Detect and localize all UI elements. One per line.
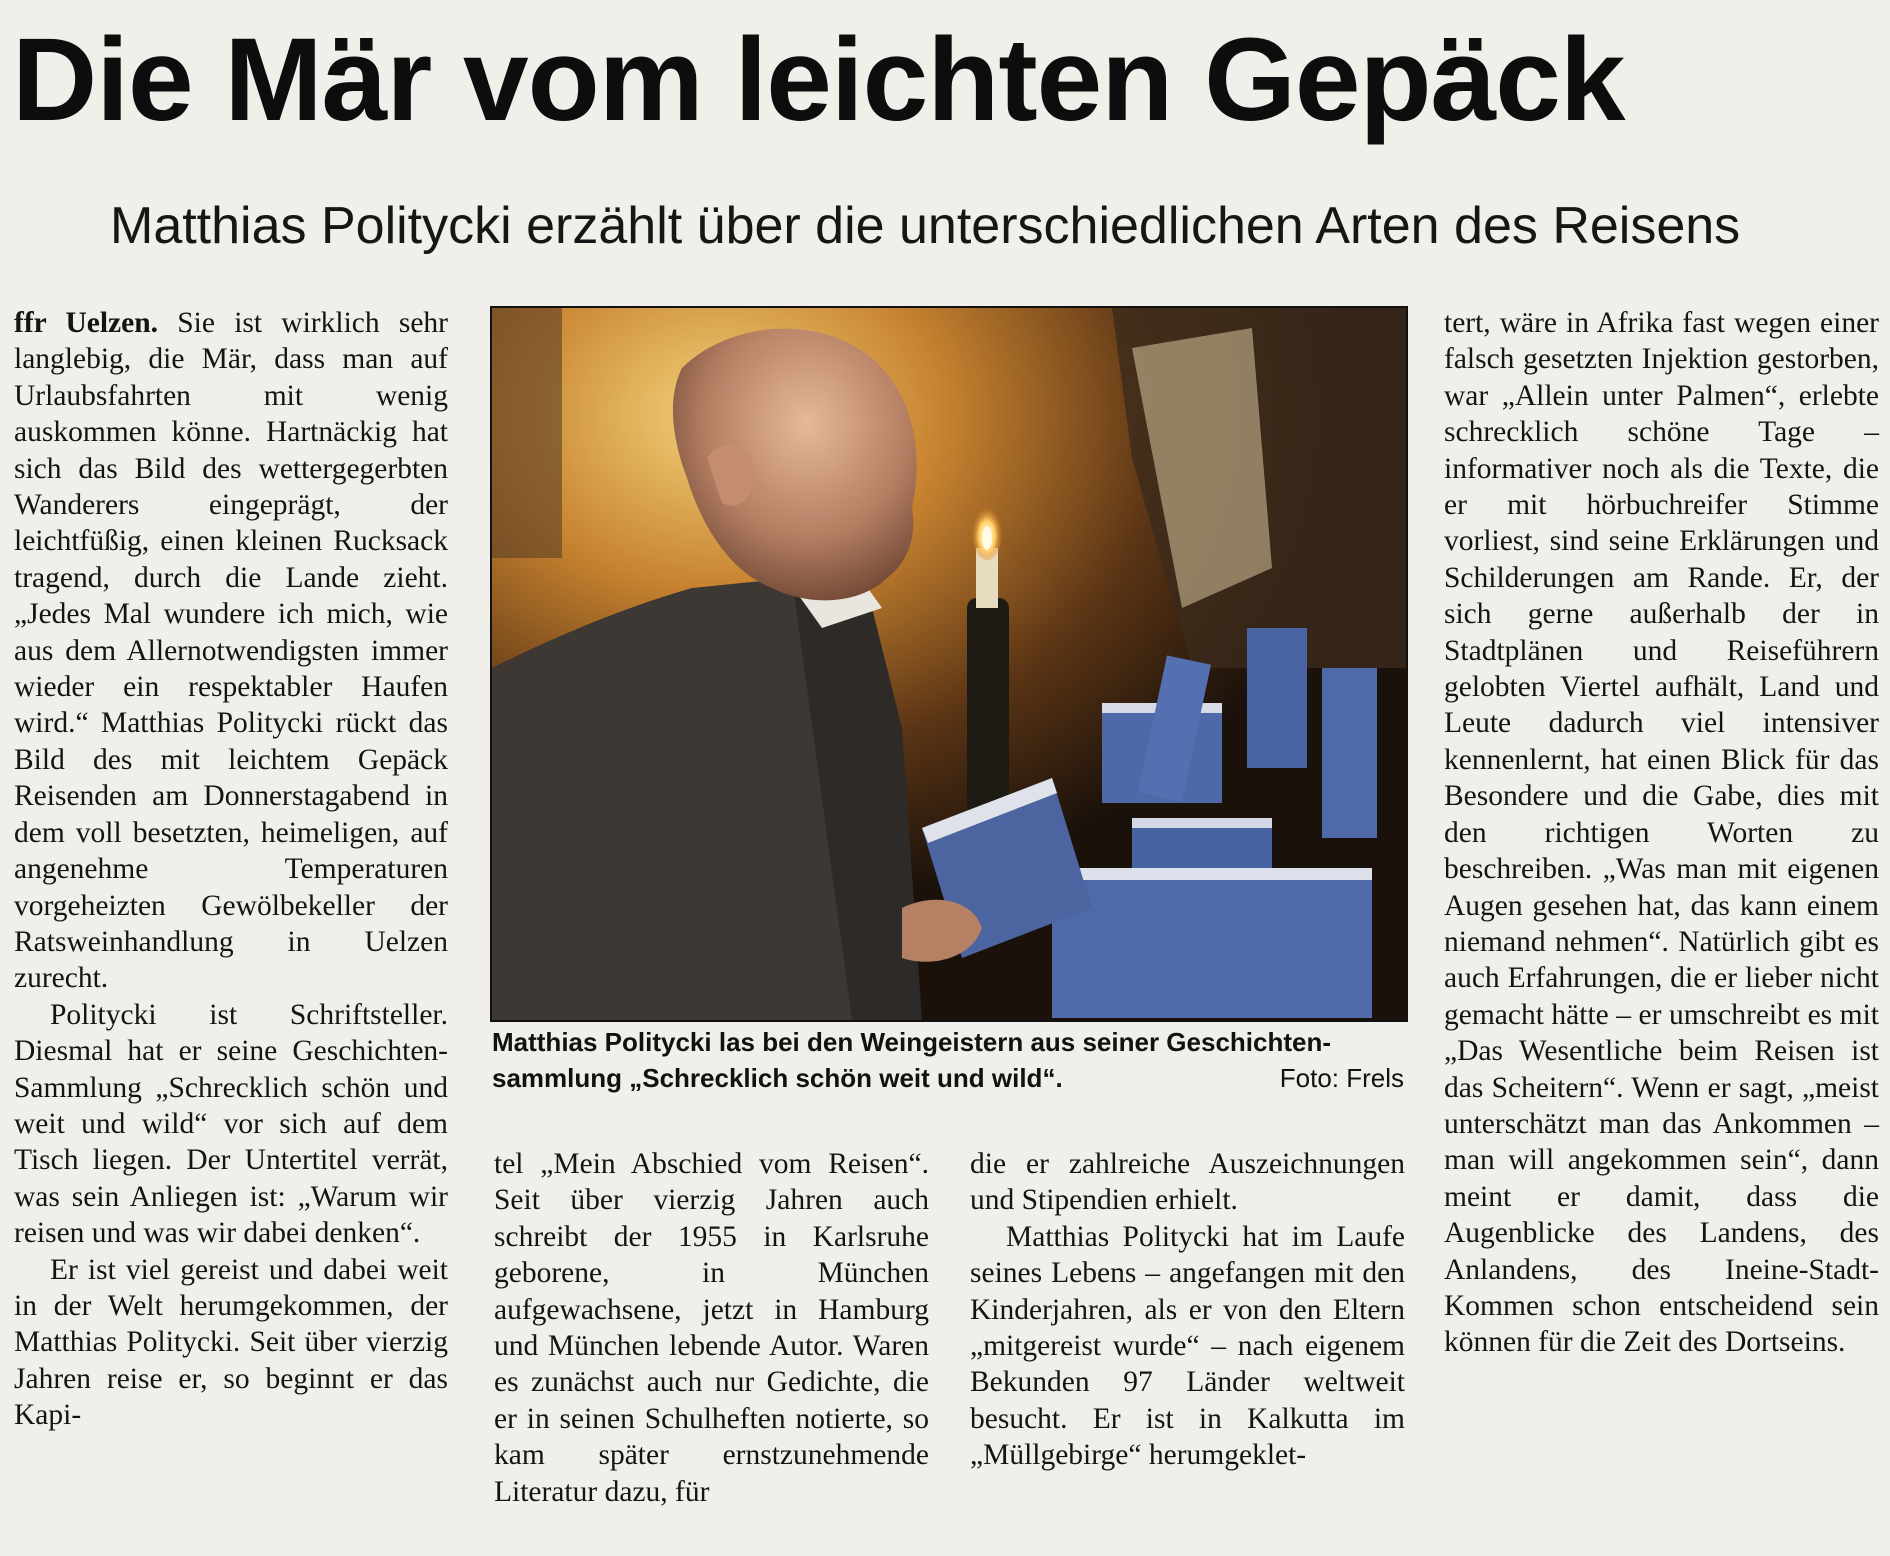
location-kicker: ffr Uelzen.	[14, 307, 159, 339]
column-4	[1444, 305, 1879, 1361]
paragraph-1	[14, 305, 448, 997]
column-2	[494, 1146, 929, 1510]
photo-illustration	[492, 308, 1406, 1020]
paragraph-4: tel „Mein Abschied vom Reisen“. Seit über vierzig Jahren auch schreibt der 1955 in Karlsruhe geborene, in München aufgewachsene, jetzt in Hamburg und München lebende Autor. Waren es zunächst auch nur Gedichte, die er in seinen Schulheften notierte, so kam später ernstzunehmende Literatur dazu, für	[494, 1148, 929, 1508]
paragraph-1-text: Sie ist wirklich sehr langlebig, die Mär, dass man auf Urlaubsfahrten mit wenig auskommen könne. Hartnäckig hat sich das Bild des wettergegerbten Wanderers eingeprägt, der leichtfüßig, einen kleinen Rucksack tragend, durch die Lande zieht. „Jedes Mal wundere ich mich, wie aus dem Allernotwendigsten immer wieder ein respektabler Haufen wird.“ Matthias Politycki rückt das Bild des mit leichtem Gepäck Reisenden am Donnerstagabend in dem voll besetzten, heimeligen, auf angenehme Temperaturen vorgeheizten Gewölbekeller der Ratsweinhandlung in Uelzen zurecht.	[14, 307, 449, 995]
column-1	[14, 305, 448, 1434]
caption-line-2: sammlung „Schrecklich schön weit und wild“.	[492, 1063, 1063, 1093]
paragraph-3: Er ist viel gereist und dabei weit in der Welt herumgekommen, der Matthias Politycki. Seit über vierzig Jahren reise er, so beginnt er das Kapi-	[14, 1253, 448, 1432]
photo-caption	[492, 1024, 1404, 1096]
paragraph-5: die er zahlreiche Auszeichnungen und Stipendien erhielt.	[970, 1148, 1405, 1217]
paragraph-6: Matthias Politycki hat im Laufe seines Lebens – angefangen mit den Kinderjahren, als er von den Eltern „mitgereist wurde“ – nach eigenem Bekunden 97 Länder weltweit besucht. Er ist in Kalkutta im „Müllgebirge“ herumgeklet-	[970, 1220, 1405, 1472]
paragraph-2: Politycki ist Schriftsteller. Diesmal hat er seine Geschichten-Sammlung „Schrecklich schön und weit und wild“ vor sich auf dem Tisch liegen. Der Untertitel verrät, was sein Anliegen ist: „Warum wir reisen und was wir dabei denken“.	[14, 998, 448, 1250]
caption-line-1: Matthias Politycki las bei den Weingeistern aus seiner Geschichten-	[492, 1027, 1332, 1057]
subheadline: Matthias Politycki erzählt über die unterschiedlichen Arten des Reisens	[110, 197, 1741, 255]
article-photo	[490, 306, 1408, 1022]
column-3	[970, 1146, 1405, 1474]
paragraph-7: tert, wäre in Afrika fast wegen einer falsch gesetzten Injektion gestorben, war „Allein unter Palmen“, erlebte schrecklich schöne Tage – informativer noch als die Texte, die er mit hörbuchreifer Stimme vorliest, sind seine Erklärungen und Schilderungen am Rande. Er, der sich gerne außerhalb der in Stadtplänen und Reiseführern gelobten Viertel aufhält, Land und Leute dadurch viel intensiver kennenlernt, hat einen Blick für das Besondere und die Gabe, dies mit den richtigen Worten zu beschreiben. „Was man mit eigenen Augen gesehen hat, das kann einem niemand nehmen“. Natürlich gibt es auch Erfahrungen, die er lieber nicht gemacht hätte – er umschreibt es mit „Das Wesentliche beim Reisen ist das Scheitern“. Wenn er sagt, „meist unterschätzt man das Ankommen – man will angekommen sein“, dann meint er damit, dass die Augenblicke des Landens, des Anlandens, des Ineine-Stadt-Kommen schon entscheidend sein können für die Zeit des Dortseins.	[1444, 307, 1879, 1359]
photo-credit: Foto: Frels	[1279, 1063, 1404, 1093]
headline: Die Mär vom leichten Gepäck	[12, 14, 1625, 146]
caption-line-2-row	[492, 1060, 1404, 1096]
